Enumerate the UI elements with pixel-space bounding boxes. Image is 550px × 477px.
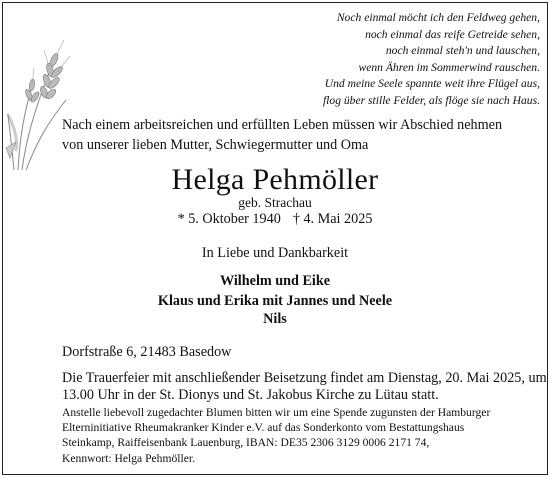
donation-line: Kennwort: Helga Pehmöller. (62, 451, 195, 465)
closing-phrase: In Liebe und Dankbarkeit (201, 245, 349, 261)
poem-line: noch einmal das reife Getreide sehen, (365, 27, 540, 41)
poem-line: wenn Ähren im Sommerwind rauschen. (358, 60, 540, 74)
life-dates (0, 210, 550, 228)
family-line: Nils (263, 311, 287, 327)
death-date: † 4. Mai 2025 (292, 211, 373, 227)
poem-line: Und meine Seele spannte weit ihre Flügel aus, (324, 77, 540, 91)
poem (180, 10, 540, 110)
donation-line: Anstelle liebevoll zugedachter Blumen bitten wir um eine Spende zugunsten der Hamburger (62, 406, 491, 419)
donation-info (62, 405, 542, 466)
donation-line: Elterninitiative Rheumakranker Kinder e.V. auf das Sonderkonto vom Bestattungshaus (62, 421, 465, 435)
intro-line: Nach einem arbeitsreichen und erfüllten Leben müssen wir Abschied nehmen (62, 117, 503, 133)
poem-line: flog über stille Felder, als flöge sie nach Haus. (322, 93, 540, 107)
birth-date: * 5. Oktober 1940 (177, 211, 281, 227)
intro-text (62, 115, 542, 155)
family-line: Wilhelm und Eike (219, 273, 331, 289)
birth-name: geb. Strachau (238, 195, 312, 210)
ceremony-line: Die Trauerfeier mit anschließender Beisetzung findet am Dienstag, 20. Mai 2025, um (62, 370, 547, 386)
ceremony-line: 13.00 Uhr in der St. Dionys und St. Jakobus Kirche zu Lütau statt. (62, 387, 439, 403)
deceased-name: Helga Pehmöller (171, 163, 379, 196)
family-line: Klaus und Erika mit Jannes und Neele (157, 293, 393, 309)
intro-line: von unserer lieben Mutter, Schwiegermutter und Oma (62, 137, 369, 153)
address: Dorfstraße 6, 21483 Basedow (62, 344, 232, 360)
donation-line: Steinkamp, Raiffeisenbank Lauenburg, IBAN: DE35 2306 3129 0006 2171 74, (62, 436, 430, 450)
poem-line: Noch einmal möcht ich den Feldweg gehen, (336, 11, 540, 24)
ceremony-info (62, 370, 547, 404)
poem-line: noch einmal steh'n und lauschen, (385, 44, 540, 58)
